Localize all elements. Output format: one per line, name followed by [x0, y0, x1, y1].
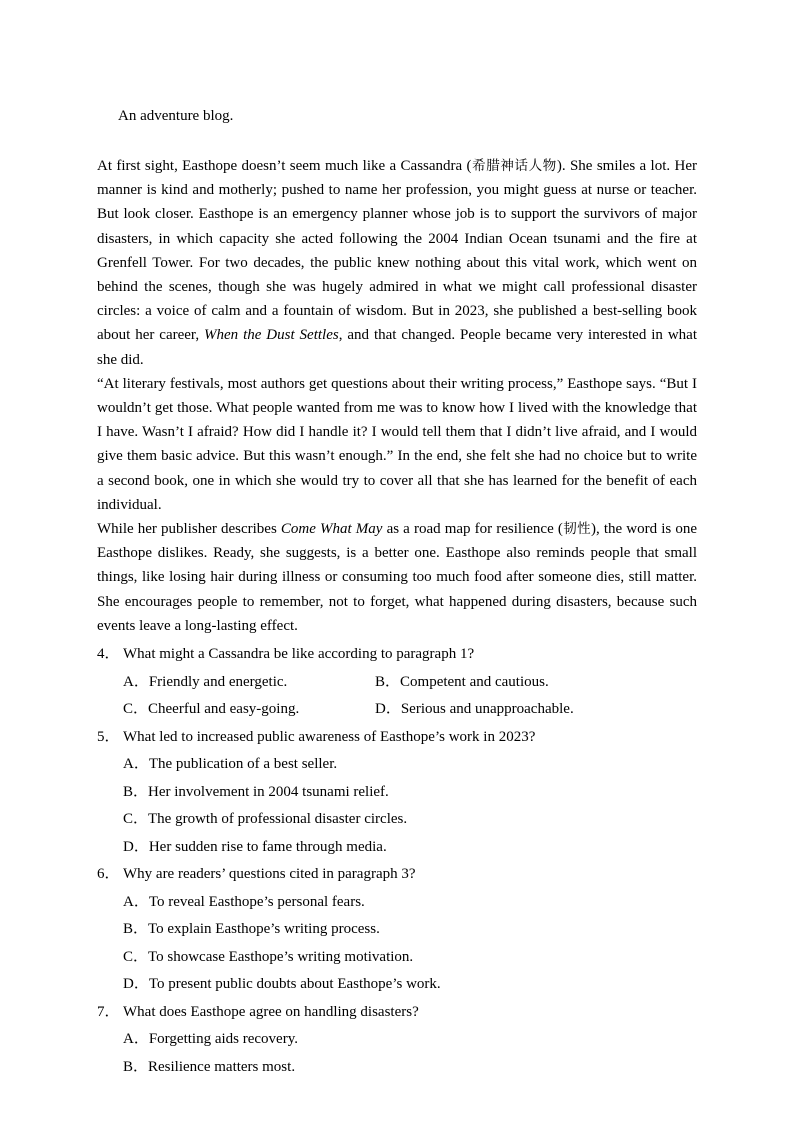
chinese-gloss-cassandra: 希腊神话人物 [471, 158, 557, 174]
option-a[interactable] [123, 889, 365, 917]
option-text: Competent and cautious. [400, 673, 549, 690]
question-block-5 [97, 724, 697, 862]
option-letter: C． [123, 701, 149, 718]
question-text: What does Easthope agree on handling disasters? [123, 1003, 419, 1020]
option-row [97, 696, 697, 724]
option-b[interactable] [123, 1054, 295, 1082]
option-row [97, 779, 697, 807]
book-title-come-what-may: Come What May [280, 521, 383, 538]
question-stem [97, 861, 697, 889]
option-row [97, 971, 697, 999]
question-block-6 [97, 861, 697, 999]
question-number: 7． [97, 1003, 120, 1020]
option-text: Her sudden rise to fame through media. [148, 838, 387, 855]
question-number: 5． [97, 728, 120, 745]
option-row [97, 834, 697, 862]
option-text: The publication of a best seller. [148, 756, 338, 773]
option-row [97, 944, 697, 972]
option-letter: D． [123, 976, 149, 993]
option-letter: B． [123, 921, 149, 938]
passage-p1-part-a: At first sight, Easthope doesn’t seem much like a Cassandra ( [97, 158, 472, 174]
intro-line: An adventure blog. [118, 108, 234, 124]
questions-list [97, 641, 697, 1081]
option-row [97, 1054, 697, 1082]
option-text: To reveal Easthope’s personal fears. [148, 893, 365, 910]
question-stem [97, 641, 697, 669]
passage-paragraph-1 [97, 154, 697, 372]
chinese-gloss-resilience: 韧性 [562, 521, 591, 538]
option-row [97, 806, 697, 834]
passage-p3-part-c: ), the word is one Easthope dislikes. Ready, she suggests, is a better one. Easthope also reminds people that small things, like losing hair during illness or consuming too much food after someone dies, still matter. She encourages people to remember, not to forget, what happened during disasters, because such events leave a long-lasting effect. [97, 521, 697, 634]
passage-p3-part-b: as a road map for resilience ( [382, 521, 563, 538]
option-text: To explain Easthope’s writing process. [148, 921, 380, 938]
option-text: The growth of professional disaster circles. [148, 811, 408, 828]
option-letter: A． [123, 673, 149, 690]
option-letter: A． [123, 756, 149, 773]
option-a[interactable] [123, 751, 337, 779]
option-text: Resilience matters most. [148, 1058, 296, 1075]
option-a[interactable] [123, 669, 375, 697]
option-letter: D． [375, 701, 401, 718]
question-block-4 [97, 641, 697, 724]
option-b[interactable] [123, 916, 380, 944]
page-content [97, 104, 697, 1081]
option-row [97, 916, 697, 944]
option-text: Serious and unapproachable. [400, 701, 574, 718]
passage-p1-part-b: ). She smiles a lot. Her manner is kind and motherly; pushed to name her profession, you might guess at nurse or teacher. But look closer. Easthope is an emergency planner whose job is to support the survivors of major disasters, in which capacity she acted following the 2004 Indian Ocean tsunami and the fire at Grenfell Tower. For two decades, the public knew nothing about this vital work, which went on behind the scenes, though she was hugely admired in what we might call professional disaster circles: a voice of calm and a fountain of wisdom. But in 2023, she published a best-selling book about her career, [97, 158, 697, 344]
question-block-7 [97, 999, 697, 1082]
option-d[interactable] [375, 696, 574, 724]
question-text: What led to increased public awareness of Easthope’s work in 2023? [123, 728, 536, 745]
book-title-when-the-dust-settles: When the Dust Settles [204, 327, 339, 344]
passage-p3-part-a: While her publisher describes [97, 521, 281, 538]
option-text: Cheerful and easy-going. [148, 701, 300, 718]
question-number: 6． [97, 866, 120, 883]
option-letter: C． [123, 811, 149, 828]
option-letter: B． [123, 1058, 149, 1075]
option-row [97, 751, 697, 779]
option-text: Her involvement in 2004 tsunami relief. [148, 783, 389, 800]
option-b[interactable] [375, 669, 549, 697]
option-letter: C． [123, 948, 149, 965]
option-text: Friendly and energetic. [148, 673, 288, 690]
question-stem [97, 999, 697, 1027]
option-d[interactable] [123, 834, 387, 862]
passage-paragraph-3 [97, 517, 697, 638]
passage-paragraph-2: “At literary festivals, most authors get questions about their writing process,” Easthope says. “But I wouldn’t get those. What people wanted from me was to know how I lived with the knowledge that I have. Wasn’t I afraid? How did I handle it? I would tell them that I didn’t live afraid, and I would give them basic advice. But this wasn’t enough.” In the end, she felt she had no choice but to write a second book, one in which she would try to cover all that she has learned for the benefit of each individual. [97, 375, 697, 513]
option-row [97, 889, 697, 917]
option-c[interactable] [123, 806, 407, 834]
option-letter: A． [123, 893, 149, 910]
question-text: What might a Cassandra be like according to paragraph 1? [123, 646, 475, 663]
option-c[interactable] [123, 696, 375, 724]
passage-p1-part-c: , and that changed. People became very interested in what she did. [97, 327, 697, 368]
option-letter: B． [123, 783, 149, 800]
option-letter: B． [375, 673, 401, 690]
question-stem [97, 724, 697, 752]
option-letter: D． [123, 838, 149, 855]
option-row [97, 669, 697, 697]
option-b[interactable] [123, 779, 389, 807]
option-a[interactable] [123, 1026, 298, 1054]
option-text: To showcase Easthope’s writing motivation. [148, 948, 414, 965]
option-text: Forgetting aids recovery. [148, 1031, 298, 1048]
question-text: Why are readers’ questions cited in paragraph 3? [123, 866, 416, 883]
option-text: To present public doubts about Easthope’s work. [148, 976, 441, 993]
option-letter: A． [123, 1031, 149, 1048]
option-c[interactable] [123, 944, 413, 972]
question-number: 4． [97, 646, 120, 663]
option-row [97, 1026, 697, 1054]
option-d[interactable] [123, 971, 441, 999]
